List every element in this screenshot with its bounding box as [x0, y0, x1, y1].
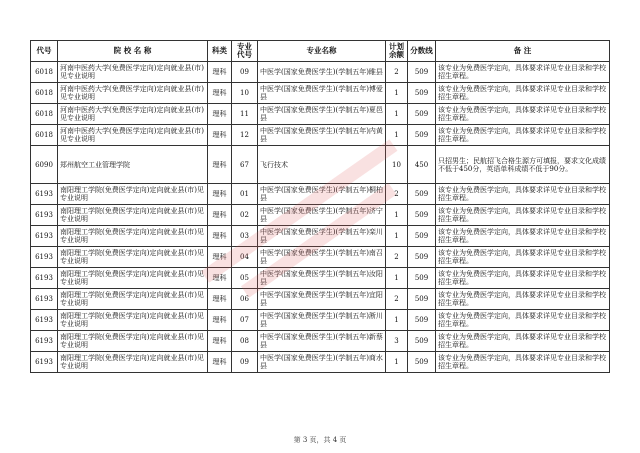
cell-quota: 3 [386, 331, 408, 352]
table-row [31, 205, 610, 226]
cell-score: 509 [408, 331, 436, 352]
cell-quota: 1 [386, 205, 408, 226]
cell-score: 509 [408, 352, 436, 373]
cell-major: 飞行技术 [258, 146, 386, 184]
cell-quota: 1 [386, 104, 408, 125]
cell-major: 中医学(国家免费医学生)(学制五年)南召县 [258, 247, 386, 268]
cell-category: 理科 [208, 62, 232, 83]
cell-code: 6018 [31, 62, 58, 83]
header-major-code: 专业代号 [232, 41, 258, 62]
header-quota: 计划余额 [386, 41, 408, 62]
table-row [31, 352, 610, 373]
table-row [31, 104, 610, 125]
cell-note: 该专业为免费医学定向，具体要求详见专业目录和学校招生章程。 [436, 184, 610, 205]
cell-major-code: 09 [232, 352, 258, 373]
cell-major-code: 07 [232, 310, 258, 331]
header-major: 专业名称 [258, 41, 386, 62]
header-code: 代号 [31, 41, 58, 62]
cell-score: 509 [408, 289, 436, 310]
cell-score: 509 [408, 310, 436, 331]
cell-code: 6090 [31, 146, 58, 184]
cell-category: 理科 [208, 352, 232, 373]
cell-quota: 2 [386, 62, 408, 83]
cell-major-code: 09 [232, 62, 258, 83]
cell-major: 中医学(国家免费医学生)(学制五年)博爱县 [258, 83, 386, 104]
table-row [31, 310, 610, 331]
table-header-row [31, 41, 610, 62]
cell-code: 6018 [31, 125, 58, 146]
cell-major-code: 08 [232, 331, 258, 352]
cell-note: 该专业为免费医学定向，具体要求详见专业目录和学校招生章程。 [436, 289, 610, 310]
cell-quota: 2 [386, 184, 408, 205]
header-school: 院 校 名 称 [58, 41, 208, 62]
cell-major: 中医学(国家免费医学生)(学制五年)济宁县 [258, 205, 386, 226]
table-row [31, 247, 610, 268]
cell-score: 509 [408, 184, 436, 205]
cell-score: 509 [408, 104, 436, 125]
cell-major-code: 04 [232, 247, 258, 268]
cell-category: 理科 [208, 125, 232, 146]
cell-major-code: 11 [232, 104, 258, 125]
cell-quota: 1 [386, 226, 408, 247]
cell-school: 河南中医药大学(免费医学定向)定向就业县(市)见专业说明 [58, 125, 208, 146]
cell-school: 南阳理工学院(免费医学定向)定向就业县(市)见专业说明 [58, 226, 208, 247]
cell-major-code: 05 [232, 268, 258, 289]
cell-code: 6193 [31, 331, 58, 352]
cell-code: 6018 [31, 83, 58, 104]
cell-major-code: 03 [232, 226, 258, 247]
cell-code: 6193 [31, 205, 58, 226]
cell-score: 509 [408, 205, 436, 226]
cell-score: 509 [408, 125, 436, 146]
table-row [31, 289, 610, 310]
cell-code: 6193 [31, 352, 58, 373]
table-row [31, 226, 610, 247]
cell-note: 该专业为免费医学定向，具体要求详见专业目录和学校招生章程。 [436, 331, 610, 352]
table-row [31, 62, 610, 83]
cell-note: 该专业为免费医学定向，具体要求详见专业目录和学校招生章程。 [436, 62, 610, 83]
cell-major-code: 06 [232, 289, 258, 310]
cell-quota: 1 [386, 352, 408, 373]
cell-major: 中医学(国家免费医学生)(学制五年)栾川县 [258, 226, 386, 247]
cell-category: 理科 [208, 226, 232, 247]
cell-quota: 1 [386, 310, 408, 331]
cell-school: 南阳理工学院(免费医学定向)定向就业县(市)见专业说明 [58, 310, 208, 331]
cell-category: 理科 [208, 247, 232, 268]
cell-score: 509 [408, 226, 436, 247]
cell-major-code: 67 [232, 146, 258, 184]
cell-major-code: 12 [232, 125, 258, 146]
cell-note: 该专业为免费医学定向，具体要求详见专业目录和学校招生章程。 [436, 226, 610, 247]
cell-note: 该专业为免费医学定向，具体要求详见专业目录和学校招生章程。 [436, 268, 610, 289]
cell-category: 理科 [208, 83, 232, 104]
cell-major-code: 01 [232, 184, 258, 205]
cell-school: 南阳理工学院(免费医学定向)定向就业县(市)见专业说明 [58, 205, 208, 226]
cell-score: 509 [408, 247, 436, 268]
cell-code: 6193 [31, 247, 58, 268]
cell-quota: 10 [386, 146, 408, 184]
cell-major: 中医学(国家免费医学生)(学制五年)桐柏县 [258, 184, 386, 205]
cell-major: 中医学(国家免费医学生)(学制五年)淅川县 [258, 310, 386, 331]
cell-score: 509 [408, 62, 436, 83]
table-row [31, 184, 610, 205]
cell-code: 6193 [31, 184, 58, 205]
cell-major: 中医学(国家免费医学生)(学制五年)宜阳县 [258, 289, 386, 310]
cell-quota: 1 [386, 83, 408, 104]
cell-note: 该专业为免费医学定向，具体要求详见专业目录和学校招生章程。 [436, 352, 610, 373]
cell-school: 南阳理工学院(免费医学定向)定向就业县(市)见专业说明 [58, 268, 208, 289]
cell-major: 中医学(国家免费医学生)(学制五年)汝阳县 [258, 268, 386, 289]
table-row [31, 125, 610, 146]
cell-code: 6018 [31, 104, 58, 125]
cell-category: 理科 [208, 268, 232, 289]
table-row [31, 331, 610, 352]
cell-category: 理科 [208, 184, 232, 205]
cell-code: 6193 [31, 268, 58, 289]
cell-school: 河南中医药大学(免费医学定向)定向就业县(市)见专业说明 [58, 83, 208, 104]
cell-code: 6193 [31, 226, 58, 247]
cell-school: 南阳理工学院(免费医学定向)定向就业县(市)见专业说明 [58, 184, 208, 205]
page-footer: 第 3 页，共 4 页 [293, 436, 347, 444]
cell-quota: 1 [386, 268, 408, 289]
cell-note: 该专业为免费医学定向，具体要求详见专业目录和学校招生章程。 [436, 125, 610, 146]
cell-category: 理科 [208, 289, 232, 310]
table-row [31, 146, 610, 184]
cell-note: 该专业为免费医学定向，具体要求详见专业目录和学校招生章程。 [436, 104, 610, 125]
cell-quota: 2 [386, 247, 408, 268]
cell-school: 南阳理工学院(免费医学定向)定向就业县(市)见专业说明 [58, 289, 208, 310]
cell-score: 509 [408, 268, 436, 289]
cell-category: 理科 [208, 310, 232, 331]
cell-quota: 1 [386, 125, 408, 146]
cell-category: 理科 [208, 146, 232, 184]
cell-major: 中医学(国家免费医学生)(学制五年)睢县 [258, 62, 386, 83]
cell-school: 南阳理工学院(免费医学定向)定向就业县(市)见专业说明 [58, 331, 208, 352]
cell-note: 该专业为免费医学定向，具体要求详见专业目录和学校招生章程。 [436, 247, 610, 268]
cell-quota: 2 [386, 289, 408, 310]
cell-major: 中医学(国家免费医学生)(学制五年)新蔡县 [258, 331, 386, 352]
cell-score: 509 [408, 83, 436, 104]
table-row [31, 83, 610, 104]
cell-note: 该专业为免费医学定向，具体要求详见专业目录和学校招生章程。 [436, 83, 610, 104]
admission-table [30, 40, 610, 373]
admission-table-sheet [30, 40, 609, 373]
cell-category: 理科 [208, 104, 232, 125]
cell-school: 河南中医药大学(免费医学定向)定向就业县(市)见专业说明 [58, 104, 208, 125]
table-body [31, 62, 610, 373]
cell-major: 中医学(国家免费医学生)(学制五年)夏邑县 [258, 104, 386, 125]
cell-school: 河南中医药大学(免费医学定向)定向就业县(市)见专业说明 [58, 62, 208, 83]
cell-note: 只招男生；民航招飞合格生源方可填报，要求文化成绩不低于450分，英语单科成绩不低于90分。 [436, 146, 610, 184]
cell-note: 该专业为免费医学定向，具体要求详见专业目录和学校招生章程。 [436, 310, 610, 331]
header-score: 分数线 [408, 41, 436, 62]
cell-major-code: 10 [232, 83, 258, 104]
cell-school: 南阳理工学院(免费医学定向)定向就业县(市)见专业说明 [58, 247, 208, 268]
cell-major: 中医学(国家免费医学生)(学制五年)商水县 [258, 352, 386, 373]
header-category: 科类 [208, 41, 232, 62]
cell-category: 理科 [208, 331, 232, 352]
table-row [31, 268, 610, 289]
cell-major: 中医学(国家免费医学生)(学制五年)内黄县 [258, 125, 386, 146]
cell-score: 450 [408, 146, 436, 184]
cell-school: 南阳理工学院(免费医学定向)定向就业县(市)见专业说明 [58, 352, 208, 373]
cell-school: 郑州航空工业管理学院 [58, 146, 208, 184]
cell-major-code: 02 [232, 205, 258, 226]
cell-code: 6193 [31, 310, 58, 331]
cell-code: 6193 [31, 289, 58, 310]
cell-category: 理科 [208, 205, 232, 226]
header-note: 备 注 [436, 41, 610, 62]
cell-note: 该专业为免费医学定向，具体要求详见专业目录和学校招生章程。 [436, 205, 610, 226]
